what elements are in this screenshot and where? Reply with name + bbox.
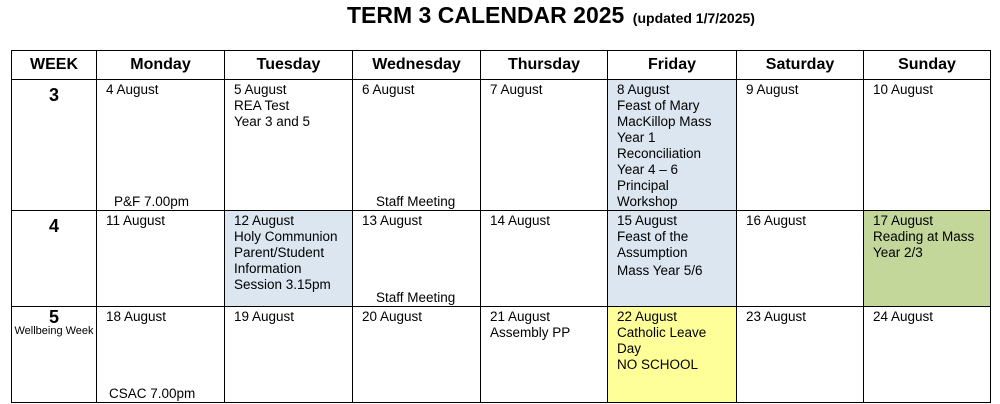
day-event: Year 2/3 xyxy=(873,245,923,260)
day-date: 9 August xyxy=(746,82,799,97)
day-cell xyxy=(737,80,864,211)
day-cell xyxy=(353,307,481,403)
day-date: 11 August xyxy=(106,213,166,228)
day-date: 16 August xyxy=(746,213,807,228)
day-event: P&F 7.00pm xyxy=(114,194,190,209)
day-date: 6 August xyxy=(362,82,415,97)
day-event: Staff Meeting xyxy=(376,290,456,305)
day-date: 20 August xyxy=(362,309,423,324)
day-event: CSAC 7.00pm xyxy=(109,386,196,401)
day-cell xyxy=(481,80,608,211)
page-title xyxy=(347,2,755,29)
header-thursday: Thursday xyxy=(481,51,608,80)
day-event: Year 3 and 5 xyxy=(234,114,311,129)
day-date: 12 August xyxy=(234,213,295,228)
day-date: 14 August xyxy=(490,213,551,228)
day-cell xyxy=(353,80,481,211)
day-cell xyxy=(97,307,225,403)
day-cell-highlight xyxy=(608,80,737,211)
day-event: Assumption xyxy=(617,245,688,260)
calendar-table xyxy=(11,50,991,403)
week-note: Wellbeing Week xyxy=(14,325,94,337)
day-cell xyxy=(737,211,864,307)
calendar-title: TERM 3 CALENDAR 2025 xyxy=(347,2,625,28)
day-cell xyxy=(225,307,353,403)
day-cell xyxy=(864,307,991,403)
week-row-3 xyxy=(12,80,991,211)
week-number: 3 xyxy=(48,85,59,105)
day-cell-highlight xyxy=(225,211,353,307)
day-event: NO SCHOOL xyxy=(617,357,699,372)
day-cell xyxy=(481,307,608,403)
day-date: 23 August xyxy=(746,309,807,324)
week-cell xyxy=(12,307,97,403)
day-event: Year 1 xyxy=(617,130,656,145)
header-wednesday: Wednesday xyxy=(353,51,481,80)
week-row-4 xyxy=(12,211,991,307)
day-event: Workshop xyxy=(617,194,678,209)
week-row-5 xyxy=(12,307,991,403)
day-cell xyxy=(737,307,864,403)
day-date: 21 August xyxy=(490,309,551,324)
day-cell xyxy=(353,211,481,307)
header-week: WEEK xyxy=(12,51,97,80)
day-event: Staff Meeting xyxy=(376,194,456,209)
header-row xyxy=(12,51,991,80)
day-event: Mass Year 5/6 xyxy=(617,263,703,278)
day-event: Feast of the xyxy=(617,229,689,244)
day-cell xyxy=(97,80,225,211)
day-event: Principal xyxy=(617,178,669,193)
day-cell-highlight xyxy=(608,307,737,403)
day-date: 17 August xyxy=(873,213,934,228)
week-number: 5 xyxy=(48,307,59,327)
updated-date: (updated 1/7/2025) xyxy=(632,10,755,26)
day-event: Year 4 – 6 xyxy=(617,162,679,177)
header-sunday: Sunday xyxy=(864,51,991,80)
header-friday: Friday xyxy=(608,51,737,80)
week-cell xyxy=(12,80,97,211)
day-date: 24 August xyxy=(873,309,934,324)
day-cell xyxy=(481,211,608,307)
day-date: 22 August xyxy=(617,309,678,324)
day-event: Day xyxy=(617,341,642,356)
day-event: Reconciliation xyxy=(617,146,702,161)
day-event: Assembly PP xyxy=(490,325,571,340)
day-event: Session 3.15pm xyxy=(234,277,331,292)
day-cell xyxy=(225,80,353,211)
day-event: Parent/Student xyxy=(234,245,325,260)
day-date: 13 August xyxy=(362,213,423,228)
day-cell-highlight xyxy=(608,211,737,307)
day-date: 8 August xyxy=(617,82,670,97)
week-number: 4 xyxy=(48,216,59,236)
day-date: 4 August xyxy=(106,82,159,97)
day-event: Reading at Mass xyxy=(873,229,975,244)
header-saturday: Saturday xyxy=(737,51,864,80)
day-event: Catholic Leave xyxy=(617,325,707,340)
day-date: 18 August xyxy=(106,309,167,324)
day-date: 15 August xyxy=(617,213,678,228)
day-event: REA Test xyxy=(234,98,290,113)
day-cell xyxy=(97,211,225,307)
day-event: Holy Communion xyxy=(234,229,338,244)
day-date: 10 August xyxy=(873,82,934,97)
day-cell xyxy=(864,80,991,211)
day-date: 7 August xyxy=(490,82,543,97)
day-date: 19 August xyxy=(234,309,295,324)
day-cell-highlight xyxy=(864,211,991,307)
day-date: 5 August xyxy=(234,82,287,97)
day-event: Information xyxy=(234,261,302,276)
day-event: Feast of Mary xyxy=(617,98,700,113)
header-monday: Monday xyxy=(97,51,225,80)
day-event: MacKillop Mass xyxy=(617,114,712,129)
header-tuesday: Tuesday xyxy=(225,51,353,80)
week-cell xyxy=(12,211,97,307)
